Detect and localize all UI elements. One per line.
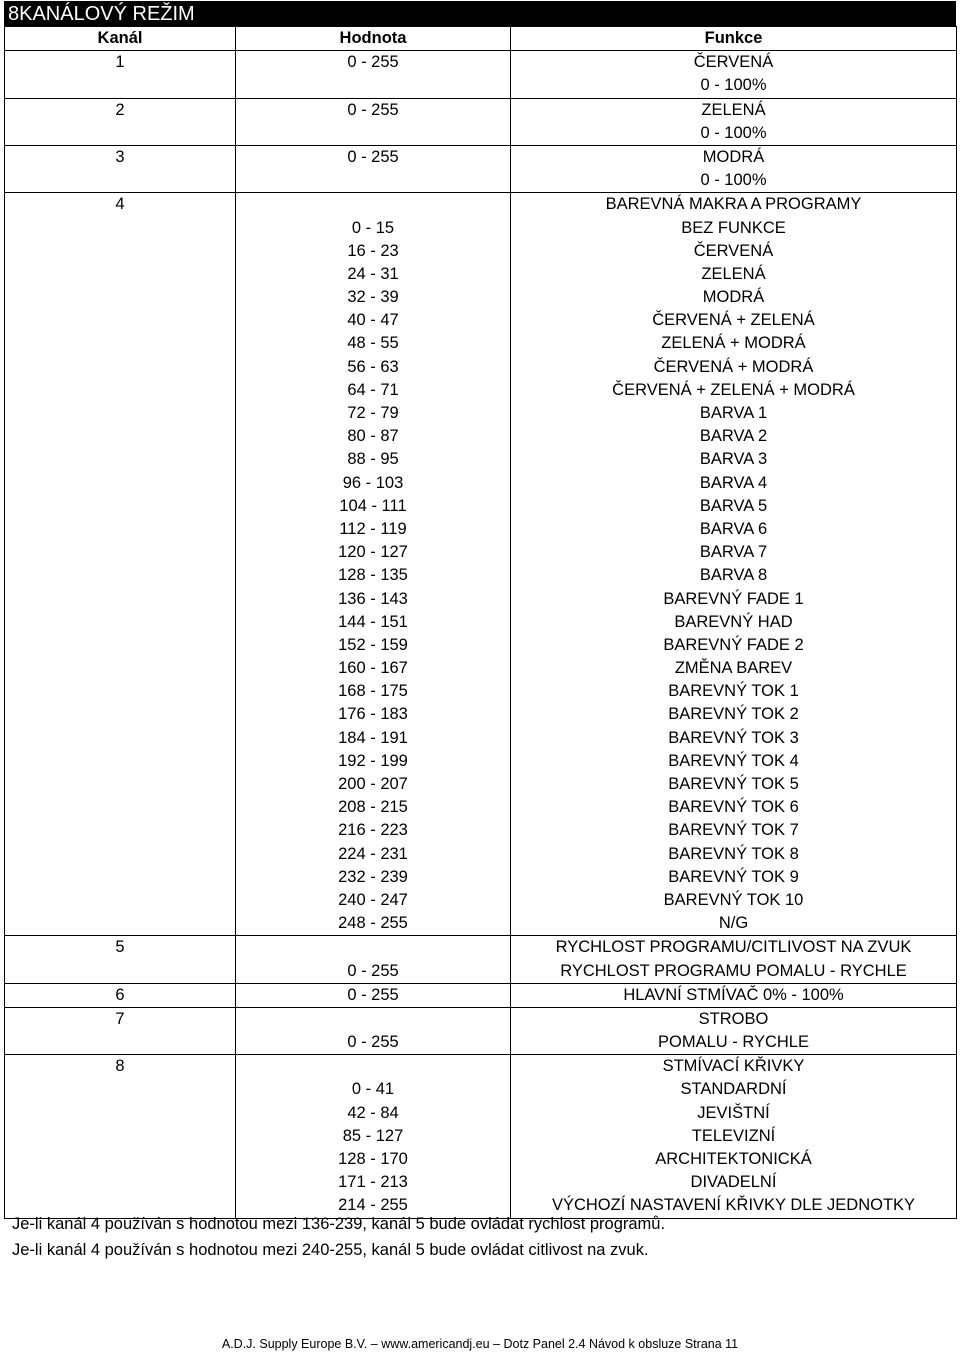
channel-number: 5	[115, 938, 125, 957]
value-range: 16 - 23	[347, 241, 399, 260]
value-range: 112 - 119	[339, 519, 407, 538]
function-cell	[511, 1007, 957, 1054]
value-range: 216 - 223	[338, 821, 408, 840]
function-label: ZMĚNA BAREV	[674, 659, 793, 678]
value-range: 192 - 199	[338, 751, 408, 770]
value-range: 176 - 183	[338, 705, 408, 724]
function-label: BAREVNÝ TOK 10	[663, 890, 804, 909]
value-range: 40 - 47	[347, 311, 399, 330]
function-label: ČERVENÁ	[693, 53, 774, 72]
function-label: BAREVNÝ FADE 2	[663, 635, 804, 654]
function-label: BARVA 6	[699, 519, 768, 538]
function-label: BAREVNÝ TOK 7	[668, 821, 799, 840]
function-label: ZELENÁ + MODRÁ	[661, 334, 806, 353]
value-cell	[236, 193, 511, 936]
table-header-row	[5, 27, 957, 51]
function-label: RYCHLOST PROGRAMU/CITLIVOST NA ZVUK	[555, 938, 912, 957]
value-range: 0 - 255	[347, 1033, 399, 1052]
value-range: 224 - 231	[338, 844, 408, 863]
function-label: ČERVENÁ + MODRÁ	[653, 357, 814, 376]
value-range: 0 - 255	[347, 961, 399, 980]
value-range: 48 - 55	[347, 334, 399, 353]
channel-cell	[5, 983, 236, 1007]
value-cell	[236, 936, 511, 983]
value-cell	[236, 1007, 511, 1054]
value-range: 136 - 143	[338, 589, 408, 608]
value-range	[236, 1055, 510, 1078]
function-cell	[511, 145, 957, 192]
function-label: MODRÁ	[702, 147, 765, 166]
function-label: BARVA 5	[699, 496, 768, 515]
function-label: DIVADELNÍ	[690, 1173, 777, 1192]
value-range: 0 - 255	[347, 53, 399, 72]
channel-number: 7	[115, 1009, 125, 1028]
function-label: BAREVNÝ FADE 1	[663, 589, 804, 608]
value-range	[236, 169, 510, 192]
table-row	[5, 98, 957, 145]
channel-cell	[5, 193, 236, 936]
function-label: BAREVNÝ TOK 8	[668, 844, 799, 863]
function-label: TELEVIZNÍ	[691, 1126, 776, 1145]
function-label: BARVA 1	[699, 404, 768, 423]
value-range: 0 - 41	[351, 1080, 395, 1099]
channel-number: 4	[115, 195, 125, 214]
channel-number: 6	[115, 985, 125, 1004]
function-label: BAREVNÝ TOK 9	[668, 867, 799, 886]
function-label: RYCHLOST PROGRAMU POMALU - RYCHLE	[560, 961, 907, 980]
value-range: 152 - 159	[338, 635, 408, 654]
value-range: 0 - 255	[347, 147, 399, 166]
function-label: BAREVNÝ TOK 4	[668, 751, 799, 770]
function-label: VÝCHOZÍ NASTAVENÍ KŘIVKY DLE JEDNOTKY	[551, 1196, 916, 1215]
value-range: 208 - 215	[338, 798, 408, 817]
function-label: POMALU - RYCHLE	[658, 1033, 809, 1052]
function-cell	[511, 193, 957, 936]
function-label: BAREVNÝ TOK 1	[668, 682, 799, 701]
table-body	[5, 51, 957, 1218]
value-range: 144 - 151	[338, 612, 408, 631]
value-range: 0 - 15	[351, 218, 395, 237]
function-label: ČERVENÁ + ZELENÁ + MODRÁ	[612, 380, 855, 399]
table-row	[5, 51, 957, 98]
function-label: BAREVNÝ HAD	[674, 612, 793, 631]
value-range: 80 - 87	[347, 427, 399, 446]
value-cell	[236, 1055, 511, 1218]
value-range	[236, 936, 510, 959]
channel-number: 2	[115, 100, 125, 119]
function-label: BEZ FUNKCE	[681, 218, 786, 237]
value-cell	[236, 51, 511, 98]
function-label: ČERVENÁ	[693, 241, 774, 260]
function-label: BAREVNÁ MAKRA A PROGRAMY	[605, 195, 862, 214]
function-label: N/G	[718, 914, 749, 933]
value-range: 232 - 239	[338, 867, 408, 886]
value-range: 0 - 255	[347, 100, 399, 119]
function-cell	[511, 98, 957, 145]
value-range: 248 - 255	[338, 914, 408, 933]
function-label: BAREVNÝ TOK 6	[668, 798, 799, 817]
function-label: STMÍVACÍ KŘIVKY	[662, 1057, 805, 1076]
channel-cell	[5, 936, 236, 983]
function-label: 0 - 100%	[700, 76, 767, 95]
function-label: BARVA 8	[699, 566, 768, 585]
value-range	[236, 193, 510, 216]
value-range: 128 - 135	[338, 566, 408, 585]
value-range: 160 - 167	[338, 659, 408, 678]
function-label: JEVIŠTNÍ	[697, 1103, 770, 1122]
function-label: HLAVNÍ STMÍVAČ 0% - 100%	[623, 985, 844, 1004]
value-range: 104 - 111	[339, 496, 407, 515]
value-range: 24 - 31	[347, 264, 399, 283]
table-row	[5, 193, 957, 936]
function-cell	[511, 936, 957, 983]
value-range: 88 - 95	[347, 450, 399, 469]
value-range: 200 - 207	[338, 775, 408, 794]
table-row	[5, 1007, 957, 1054]
header-channel: Kanál	[5, 27, 236, 51]
value-range: 96 - 103	[342, 473, 404, 492]
value-cell	[236, 98, 511, 145]
value-range: 120 - 127	[338, 543, 408, 562]
page-footer: A.D.J. Supply Europe B.V. – www.americandj.eu – Dotz Panel 2.4 Návod k obsluze Strana 11	[221, 1337, 739, 1351]
value-cell	[236, 145, 511, 192]
value-range: 171 - 213	[338, 1173, 408, 1192]
function-label: BARVA 7	[699, 543, 768, 562]
value-range: 56 - 63	[347, 357, 399, 376]
value-range: 214 - 255	[338, 1196, 408, 1215]
header-value: Hodnota	[236, 27, 511, 51]
channel-cell	[5, 1055, 236, 1218]
table-row	[5, 145, 957, 192]
channel-number: 8	[115, 1057, 125, 1076]
function-label: BARVA 2	[699, 427, 768, 446]
function-label: BAREVNÝ TOK 2	[668, 705, 799, 724]
page-title: 8KANÁLOVÝ REŽIM	[4, 1, 956, 27]
channel-cell	[5, 51, 236, 98]
value-range: 72 - 79	[347, 404, 399, 423]
function-label: STANDARDNÍ	[680, 1080, 787, 1099]
function-cell	[511, 1055, 957, 1218]
note-line-2: Je-li kanál 4 používán s hodnotou mezi 240-255, kanál 5 bude ovládat citlivost na zvuk.	[12, 1241, 649, 1259]
value-range: 85 - 127	[342, 1126, 404, 1145]
value-range: 32 - 39	[347, 288, 399, 307]
dmx-channel-table	[4, 26, 957, 1219]
value-range: 168 - 175	[338, 682, 408, 701]
table-row	[5, 1055, 957, 1218]
channel-cell	[5, 98, 236, 145]
function-label: 0 - 100%	[700, 123, 767, 142]
header-function: Funkce	[511, 27, 957, 51]
value-range: 184 - 191	[338, 728, 408, 747]
value-range	[236, 122, 510, 145]
channel-number: 3	[115, 147, 125, 166]
channel-cell	[5, 145, 236, 192]
function-label: MODRÁ	[702, 288, 765, 307]
function-label: BARVA 3	[699, 450, 768, 469]
function-label: STROBO	[698, 1009, 769, 1028]
value-range: 0 - 255	[347, 985, 399, 1004]
value-range	[236, 1008, 510, 1031]
function-cell	[511, 983, 957, 1007]
function-label: BAREVNÝ TOK 5	[668, 775, 799, 794]
value-range: 64 - 71	[347, 380, 399, 399]
function-label: ČERVENÁ + ZELENÁ	[652, 311, 815, 330]
function-label: BARVA 4	[699, 473, 768, 492]
channel-cell	[5, 1007, 236, 1054]
channel-number: 1	[115, 53, 125, 72]
value-cell	[236, 983, 511, 1007]
function-label: ARCHITEKTONICKÁ	[655, 1150, 812, 1169]
value-range: 240 - 247	[338, 890, 408, 909]
function-label: ZELENÁ	[701, 100, 766, 119]
function-label: ZELENÁ	[701, 264, 766, 283]
value-range: 42 - 84	[347, 1103, 399, 1122]
function-label: BAREVNÝ TOK 3	[668, 728, 799, 747]
note-line-1: Je-li kanál 4 používán s hodnotou mezi 136-239, kanál 5 bude ovládat rychlost programů.	[12, 1215, 666, 1233]
table-row	[5, 983, 957, 1007]
function-cell	[511, 51, 957, 98]
table-row	[5, 936, 957, 983]
value-range: 128 - 170	[338, 1150, 408, 1169]
function-label: 0 - 100%	[700, 171, 767, 190]
value-range	[236, 74, 510, 97]
